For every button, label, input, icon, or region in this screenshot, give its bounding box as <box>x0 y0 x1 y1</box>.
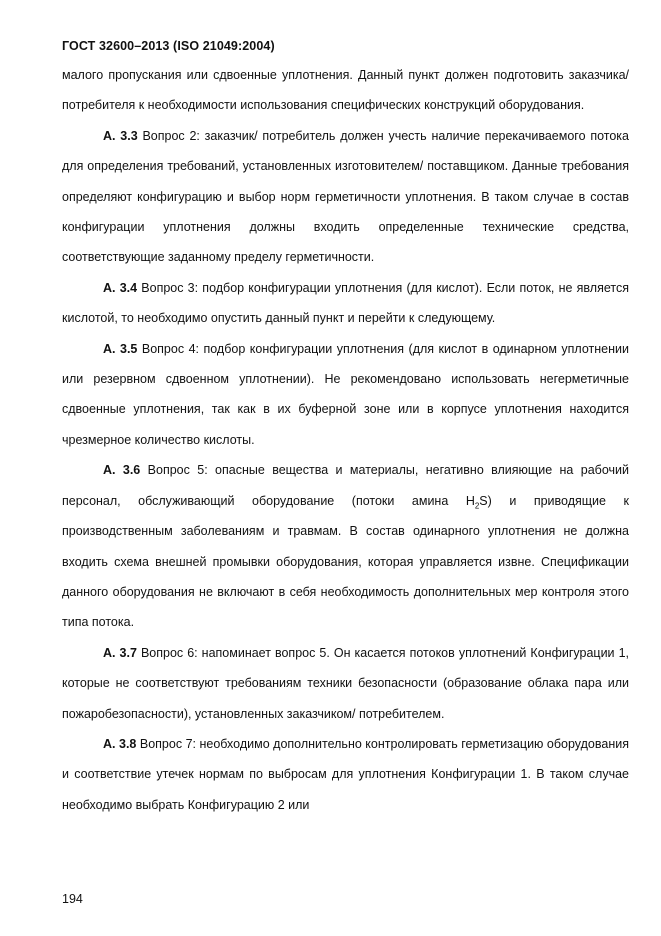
document-header: ГОСТ 32600–2013 (ISO 21049:2004) <box>62 39 275 53</box>
subscript: 2 <box>474 501 480 511</box>
clause-number: А. 3.5 <box>103 341 138 356</box>
clause-number: А. 3.6 <box>103 463 141 478</box>
paragraph-a-3-6 <box>62 455 629 637</box>
paragraph-a-3-5 <box>62 334 629 456</box>
paragraph-text: Вопрос 3: подбор конфигурации уплотнения (для кислот). Если поток, не является кислотой, то необходимо опустить данный пункт и перейти к следующему. <box>62 280 629 326</box>
paragraph-text: Вопрос 5: опасные вещества и материалы, негативно влияющие на рабочий персонал, обслуживающий оборудование (потоки амина H <box>62 463 629 508</box>
paragraph-a-3-4 <box>62 273 629 334</box>
clause-number: А. 3.4 <box>103 280 138 295</box>
paragraph-a-3-3 <box>62 121 629 273</box>
page-number: 194 <box>62 892 83 906</box>
paragraph-text: Вопрос 2: заказчик/ потребитель должен учесть наличие перекачиваемого потока для определения требований, установленных изготовителем/ поставщиком. Данные требования определяют конфигурацию и выбор норм герметичности уплотнения. В таком случае в состав конфигурации уплотнения должны входить определенные технические средства, соответствующие заданному пределу герметичности. <box>62 128 629 265</box>
clause-number: А. 3.3 <box>103 128 138 143</box>
paragraph-continuation <box>62 60 629 121</box>
paragraph-a-3-8 <box>62 729 629 820</box>
document-body <box>62 60 629 820</box>
clause-number: А. 3.7 <box>103 645 137 660</box>
paragraph-a-3-7 <box>62 638 629 729</box>
paragraph-text: малого пропускания или сдвоенные уплотнения. Данный пункт должен подготовить заказчика/ потребителя к необходимости использования специфических конструкций оборудования. <box>62 68 629 113</box>
clause-number: А. 3.8 <box>103 736 137 751</box>
paragraph-text: Вопрос 7: необходимо дополнительно контролировать герметизацию оборудования и соответствие утечек нормам по выбросам для уплотнения Конфигурации 1. В таком случае необходимо выбрать Конфигурацию 2 или <box>62 736 629 812</box>
paragraph-text: S) и приводящие к производственным заболеваниям и травмам. В состав одинарного уплотнения не должна входить схема внешней промывки оборудования, которая управляется извне. Спецификации данного оборудования не включают в себя необходимость дополнительных мер контроля этого типа потока. <box>62 493 629 630</box>
paragraph-text: Вопрос 6: напоминает вопрос 5. Он касается потоков уплотнений Конфигурации 1, которые не соответствуют требованиям техники безопасности (образование облака пара или пожаробезопасности), установленных заказчиком/ потребителем. <box>62 645 629 721</box>
paragraph-text: Вопрос 4: подбор конфигурации уплотнения (для кислот в одинарном уплотнении или резервном сдвоенном уплотнении). Не рекомендовано использовать негерметичные сдвоенные уплотнения, так как в их буферной зоне или в корпусе уплотнения находится чрезмерное количество кислоты. <box>62 341 629 447</box>
